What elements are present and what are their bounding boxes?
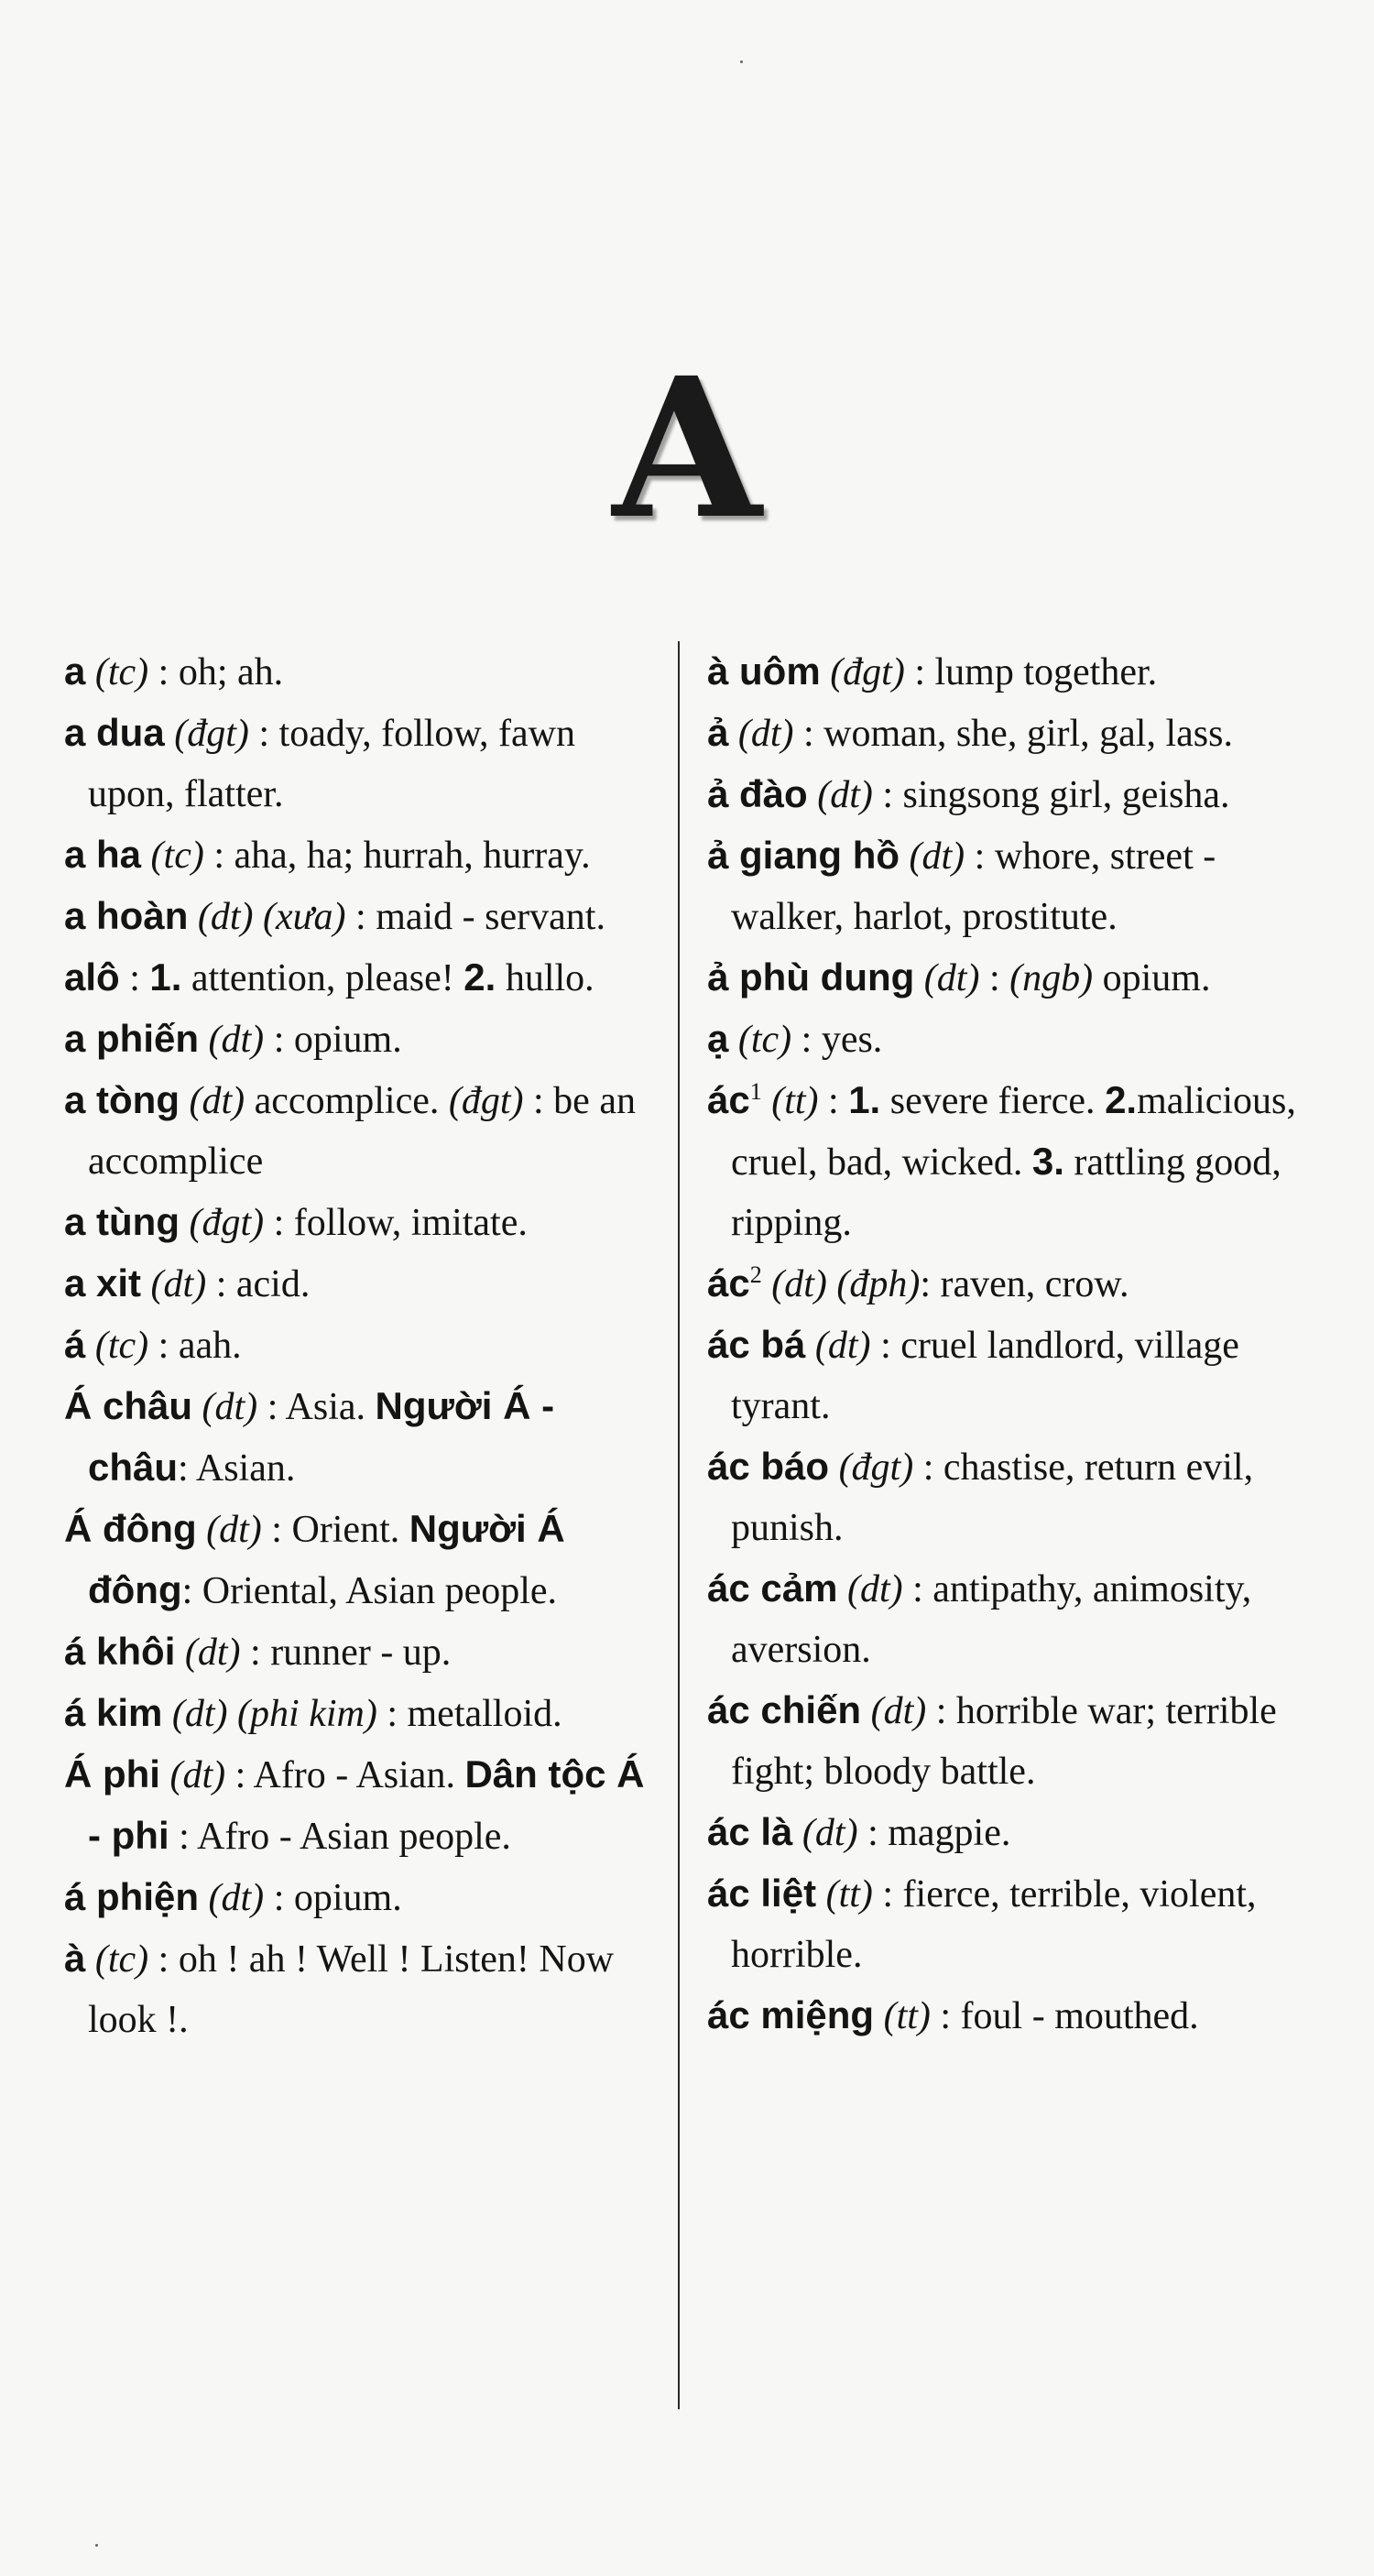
dictionary-entry bbox=[64, 1192, 650, 1253]
entry-headword: ả đào bbox=[707, 772, 808, 815]
entry-sense-number: 2. bbox=[1105, 1078, 1138, 1121]
entry-text bbox=[728, 713, 738, 755]
entry-text: : bbox=[979, 957, 1010, 999]
entry-headword: ác bbox=[707, 1078, 750, 1121]
entry-text: : opium. bbox=[264, 1019, 402, 1061]
dictionary-entry bbox=[64, 1928, 650, 2050]
entry-text bbox=[900, 835, 910, 878]
entry-text: : oh ! ah ! Well ! Listen! Now look !. bbox=[88, 1938, 615, 2041]
entry-text: : Orient. bbox=[261, 1509, 409, 1551]
entry-pos: (dt) (phi kim) bbox=[171, 1693, 377, 1735]
entry-sense-number: 3. bbox=[1031, 1140, 1064, 1183]
entry-pos: (tt) bbox=[825, 1873, 873, 1916]
entry-text: : Afro - Asian. bbox=[225, 1754, 465, 1796]
entry-headword: ả phù dung bbox=[707, 955, 915, 999]
entry-text: : raven, crow. bbox=[920, 1263, 1129, 1305]
entry-headword: a tùng bbox=[64, 1200, 180, 1243]
section-letter: A bbox=[612, 335, 762, 562]
entry-text bbox=[874, 1995, 884, 2037]
dictionary-entry bbox=[707, 764, 1330, 825]
entry-sense-number: 2. bbox=[463, 955, 496, 999]
dictionary-entry bbox=[64, 1009, 650, 1070]
entry-text bbox=[180, 1080, 190, 1122]
dictionary-entry bbox=[64, 1315, 650, 1376]
entry-pos: (dt) bbox=[208, 1877, 265, 1919]
entry-pos: (dt) bbox=[909, 835, 965, 878]
entry-pos: (đgt) bbox=[448, 1080, 524, 1122]
dictionary-entry bbox=[707, 1985, 1330, 2047]
dictionary-entry bbox=[707, 1558, 1330, 1680]
entry-text bbox=[141, 1263, 151, 1305]
entry-text bbox=[816, 1873, 826, 1916]
entry-pos: (tc) bbox=[94, 1325, 149, 1367]
entry-text bbox=[175, 1632, 185, 1674]
dictionary-entry bbox=[64, 1070, 650, 1192]
entry-text: : cruel landlord, village tyrant. bbox=[731, 1325, 1239, 1427]
dictionary-entry bbox=[64, 947, 650, 1009]
entry-pos: (dt) bbox=[184, 1632, 241, 1674]
entry-text bbox=[821, 651, 831, 693]
entry-text: : woman, she, girl, gal, lass. bbox=[793, 713, 1233, 755]
entry-headword: Á đông bbox=[64, 1507, 197, 1550]
entry-text: malicious, cruel, bad, wicked. bbox=[731, 1080, 1296, 1184]
entry-text: : aha, ha; hurrah, hurray. bbox=[203, 835, 591, 877]
dictionary-entry bbox=[64, 641, 650, 703]
entry-headword: ác bbox=[707, 1261, 750, 1304]
entry-text: : aah. bbox=[148, 1325, 242, 1367]
entry-pos: (tc) bbox=[150, 835, 204, 877]
entry-text: opium. bbox=[1093, 957, 1211, 999]
entry-text bbox=[85, 1325, 95, 1367]
entry-pos: (tc) bbox=[94, 651, 149, 693]
entry-text: : Asian. bbox=[178, 1447, 296, 1490]
entry-text bbox=[808, 774, 818, 816]
entry-text: : toady, follow, fawn upon, flatter. bbox=[88, 713, 575, 815]
entry-text bbox=[85, 651, 95, 693]
entry-text bbox=[728, 1019, 738, 1061]
entry-text: : Oriental, Asian people. bbox=[181, 1570, 558, 1612]
entry-headword: ác cảm bbox=[707, 1566, 838, 1610]
dictionary-entry bbox=[64, 1621, 650, 1683]
entry-text: : whore, street - walker, harlot, prostitute. bbox=[731, 835, 1216, 938]
entry-text: : be an accomplice bbox=[88, 1080, 636, 1183]
dictionary-entry bbox=[64, 1499, 650, 1621]
entry-text: : antipathy, animosity, aversion. bbox=[731, 1568, 1252, 1671]
entry-text bbox=[197, 1509, 207, 1551]
entry-text: : yes. bbox=[791, 1019, 883, 1061]
dictionary-entry bbox=[707, 1253, 1330, 1315]
entry-pos: (đgt) bbox=[830, 651, 905, 693]
entry-superscript: 1 bbox=[749, 1078, 762, 1105]
entry-text: : runner - up. bbox=[240, 1632, 452, 1674]
entry-text: accomplice. bbox=[245, 1080, 449, 1122]
dictionary-entry bbox=[64, 1683, 650, 1744]
entry-pos: (dt) bbox=[208, 1019, 265, 1061]
entry-text bbox=[837, 1568, 847, 1610]
entry-headword: a bbox=[64, 649, 86, 693]
entry-text bbox=[160, 1754, 170, 1796]
entry-headword: á khôi bbox=[64, 1630, 176, 1673]
entry-headword: Người Á đông bbox=[88, 1507, 565, 1611]
entry-text bbox=[199, 1019, 209, 1061]
dictionary-entry bbox=[707, 1680, 1330, 1802]
entry-pos: (đgt) bbox=[838, 1446, 914, 1489]
entry-text: : Afro - Asian people. bbox=[169, 1816, 511, 1858]
entry-text: : acid. bbox=[206, 1263, 311, 1305]
left-column bbox=[64, 641, 650, 2050]
entry-headword: ác chiến bbox=[707, 1688, 862, 1731]
entry-headword: a phiến bbox=[64, 1017, 200, 1060]
dictionary-entry bbox=[707, 825, 1330, 947]
entry-headword: alô bbox=[64, 955, 120, 999]
entry-headword: á kim bbox=[64, 1691, 163, 1734]
entry-pos: (dt) bbox=[206, 1509, 262, 1551]
entry-pos: (dt) bbox=[802, 1812, 858, 1854]
entry-headword: ả giang hồ bbox=[707, 834, 900, 877]
entry-pos: (dt) bbox=[189, 1080, 245, 1122]
entry-sense-number: 1. bbox=[848, 1078, 881, 1121]
entry-text bbox=[805, 1325, 815, 1367]
entry-headword: Dân tộc Á - phi bbox=[88, 1752, 645, 1857]
entry-pos: (dt) bbox=[150, 1263, 207, 1305]
entry-text bbox=[762, 1263, 772, 1305]
entry-text bbox=[192, 1386, 202, 1428]
entry-headword: à bbox=[64, 1937, 86, 1980]
entry-pos: (dt) bbox=[814, 1325, 871, 1367]
entry-headword: á bbox=[64, 1323, 86, 1366]
entry-text: : maid - servant. bbox=[345, 896, 605, 938]
entry-pos: (đgt) bbox=[189, 1202, 265, 1244]
entry-headword: ạ bbox=[707, 1017, 729, 1060]
entry-pos: (đgt) bbox=[174, 713, 249, 755]
entry-headword: ác miệng bbox=[707, 1993, 875, 2036]
entry-pos: (dt) bbox=[870, 1690, 927, 1732]
page-speck bbox=[740, 60, 743, 63]
entry-text bbox=[180, 1202, 190, 1244]
dictionary-entry bbox=[707, 1802, 1330, 1863]
dictionary-entry bbox=[64, 1867, 650, 1928]
entry-headword: ác bá bbox=[707, 1323, 806, 1366]
dictionary-entry bbox=[707, 641, 1330, 703]
entry-pos: (tt) bbox=[771, 1080, 819, 1122]
entry-headword: Người Á - châu bbox=[88, 1384, 555, 1489]
entry-pos: (dt) bbox=[817, 774, 873, 816]
page-speck bbox=[95, 2544, 98, 2547]
entry-text: : singsong girl, geisha. bbox=[872, 774, 1230, 816]
entry-text: severe fierce. bbox=[880, 1080, 1106, 1122]
entry-headword: a hoàn bbox=[64, 894, 189, 937]
entry-text bbox=[914, 957, 924, 999]
entry-text: : metalloid. bbox=[376, 1693, 562, 1735]
entry-pos: (ngb) bbox=[1009, 957, 1094, 999]
entry-headword: ác báo bbox=[707, 1445, 830, 1488]
entry-text bbox=[85, 1938, 95, 1981]
entry-headword: ác liệt bbox=[707, 1872, 817, 1915]
entry-headword: a xit bbox=[64, 1261, 142, 1304]
entry-text bbox=[829, 1446, 839, 1489]
entry-text: hullo. bbox=[496, 957, 594, 999]
entry-text: : chastise, return evil, punish. bbox=[731, 1446, 1254, 1549]
entry-pos: (dt) (đph) bbox=[771, 1263, 921, 1305]
dictionary-entry bbox=[64, 703, 650, 824]
entry-text: : opium. bbox=[264, 1877, 402, 1919]
entry-text: : horrible war; terrible fight; bloody battle. bbox=[731, 1690, 1277, 1793]
entry-text bbox=[792, 1812, 802, 1854]
entry-text bbox=[141, 835, 151, 877]
entry-pos: (tc) bbox=[737, 1019, 792, 1061]
entry-headword: a tòng bbox=[64, 1078, 180, 1121]
entry-pos: (dt) bbox=[169, 1754, 226, 1796]
entry-text: : Asia. bbox=[257, 1386, 376, 1428]
entry-text bbox=[162, 1693, 172, 1735]
entry-text: : fierce, terrible, violent, horrible. bbox=[731, 1873, 1257, 1976]
entry-headword: ác là bbox=[707, 1810, 793, 1853]
entry-text bbox=[188, 896, 198, 938]
dictionary-entry bbox=[707, 1863, 1330, 1985]
entry-text bbox=[762, 1080, 772, 1122]
entry-headword: à uôm bbox=[707, 649, 821, 693]
entry-text: : follow, imitate. bbox=[264, 1202, 528, 1244]
dictionary-entry bbox=[707, 1315, 1330, 1436]
entry-headword: Á châu bbox=[64, 1384, 193, 1427]
entry-pos: (dt) bbox=[202, 1386, 258, 1428]
entry-pos: (dt) bbox=[737, 713, 794, 755]
entry-text: rattling good, ripping. bbox=[731, 1141, 1281, 1244]
entry-headword: ả bbox=[707, 711, 729, 754]
entry-pos: (dt) bbox=[923, 957, 980, 999]
dictionary-entry bbox=[64, 1376, 650, 1499]
entry-text: : oh; ah. bbox=[148, 651, 284, 693]
entry-text: : bbox=[119, 957, 150, 999]
dictionary-entry bbox=[64, 886, 650, 947]
entry-sense-number: 1. bbox=[149, 955, 182, 999]
dictionary-entry bbox=[64, 1253, 650, 1315]
entry-pos: (dt) (xưa) bbox=[197, 896, 346, 938]
entry-superscript: 2 bbox=[749, 1261, 762, 1288]
entry-headword: a ha bbox=[64, 833, 142, 876]
dictionary-entry bbox=[707, 703, 1330, 764]
dictionary-entry bbox=[64, 824, 650, 886]
entry-text: : lump together. bbox=[904, 651, 1158, 693]
entry-text: : magpie. bbox=[857, 1812, 1011, 1854]
dictionary-entry bbox=[64, 1744, 650, 1867]
entry-headword: a dua bbox=[64, 711, 165, 754]
dictionary-entry bbox=[707, 947, 1330, 1009]
entry-pos: (tc) bbox=[94, 1938, 149, 1981]
column-divider bbox=[678, 641, 680, 2409]
dictionary-entry bbox=[707, 1009, 1330, 1070]
entry-pos: (tt) bbox=[883, 1995, 931, 2037]
dictionary-entry bbox=[707, 1436, 1330, 1558]
entry-text bbox=[861, 1690, 871, 1732]
entry-headword: á phiện bbox=[64, 1875, 200, 1918]
entry-text bbox=[199, 1877, 209, 1919]
entry-text bbox=[165, 713, 175, 755]
entry-text: attention, please! bbox=[181, 957, 464, 999]
entry-text: : bbox=[818, 1080, 849, 1122]
entry-pos: (dt) bbox=[846, 1568, 903, 1610]
dictionary-entry bbox=[707, 1070, 1330, 1253]
entry-text: : foul - mouthed. bbox=[930, 1995, 1199, 2037]
entry-headword: Á phi bbox=[64, 1752, 160, 1796]
right-column bbox=[707, 641, 1330, 2047]
